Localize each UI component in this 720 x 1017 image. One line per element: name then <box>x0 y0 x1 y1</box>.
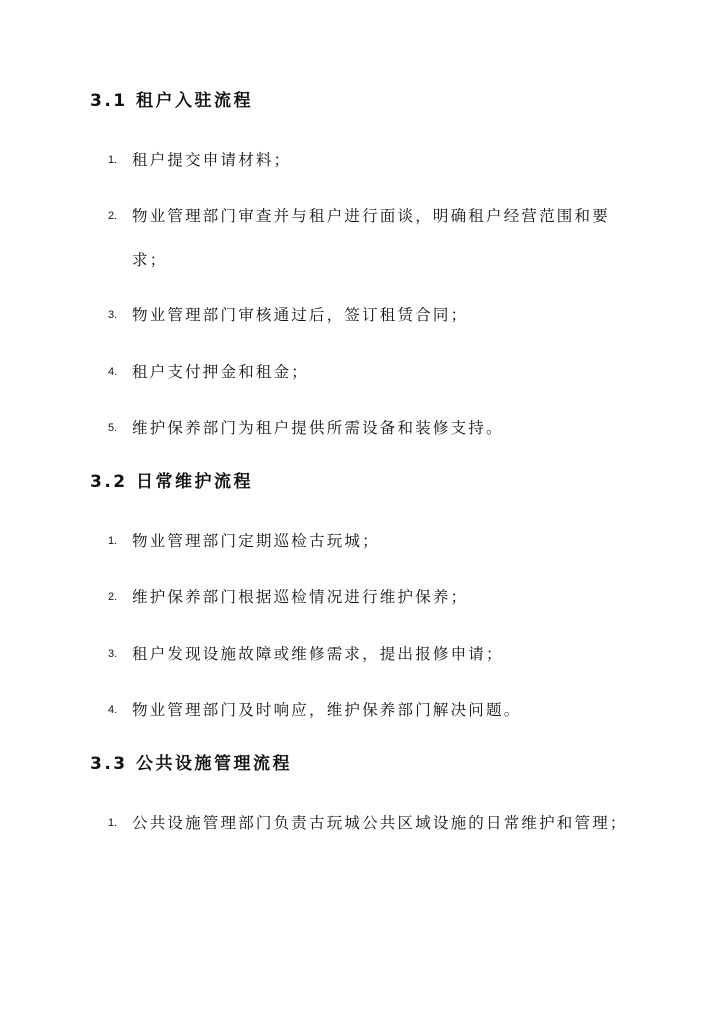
section-heading-3-3: 3.3 公共设施管理流程 <box>90 754 293 774</box>
list-item <box>108 418 628 450</box>
list-item-number: 3. <box>108 648 118 660</box>
list-item <box>108 700 628 732</box>
list-item-number: 1. <box>108 154 118 166</box>
list-item-text: 租户发现设施故障或维修需求，提出报修申请； <box>132 645 504 663</box>
list-item-text: 物业管理部门及时响应，维护保养部门解决问题。 <box>132 701 522 719</box>
list-item-text: 物业管理部门定期巡检古玩城； <box>132 532 380 550</box>
list-item-text: 物业管理部门审查并与租户进行面谈，明确租户经营范围和要求； <box>132 207 610 269</box>
list-item-number: 1. <box>108 535 118 547</box>
list-item-number: 2. <box>108 591 118 603</box>
list-item-text: 维护保养部门根据巡检情况进行维护保养； <box>132 588 469 606</box>
list-item <box>108 813 628 845</box>
list-item <box>108 206 628 282</box>
list-item <box>108 587 628 619</box>
list-item <box>108 150 628 182</box>
list-item-number: 2. <box>108 210 118 222</box>
list-item-number: 3. <box>108 309 118 321</box>
list-item-number: 5. <box>108 422 118 434</box>
list-item-number: 4. <box>108 704 118 716</box>
list-item-text: 公共设施管理部门负责古玩城公共区域设施的日常维护和管理； <box>132 814 628 832</box>
list-item <box>108 531 628 563</box>
list-item-text: 维护保养部门为租户提供所需设备和装修支持。 <box>132 419 504 437</box>
list-item-text: 租户提交申请材料； <box>132 151 292 169</box>
list-item-text: 租户支付押金和租金； <box>132 363 310 381</box>
list-item <box>108 362 628 394</box>
list-item-text: 物业管理部门审核通过后，签订租赁合同； <box>132 306 469 324</box>
list-item <box>108 644 628 676</box>
list-item-number: 1. <box>108 817 118 829</box>
section-heading-3-1: 3.1 租户入驻流程 <box>90 91 254 111</box>
section-heading-3-2: 3.2 日常维护流程 <box>90 472 254 492</box>
list-item-number: 4. <box>108 366 118 378</box>
list-item <box>108 305 628 337</box>
